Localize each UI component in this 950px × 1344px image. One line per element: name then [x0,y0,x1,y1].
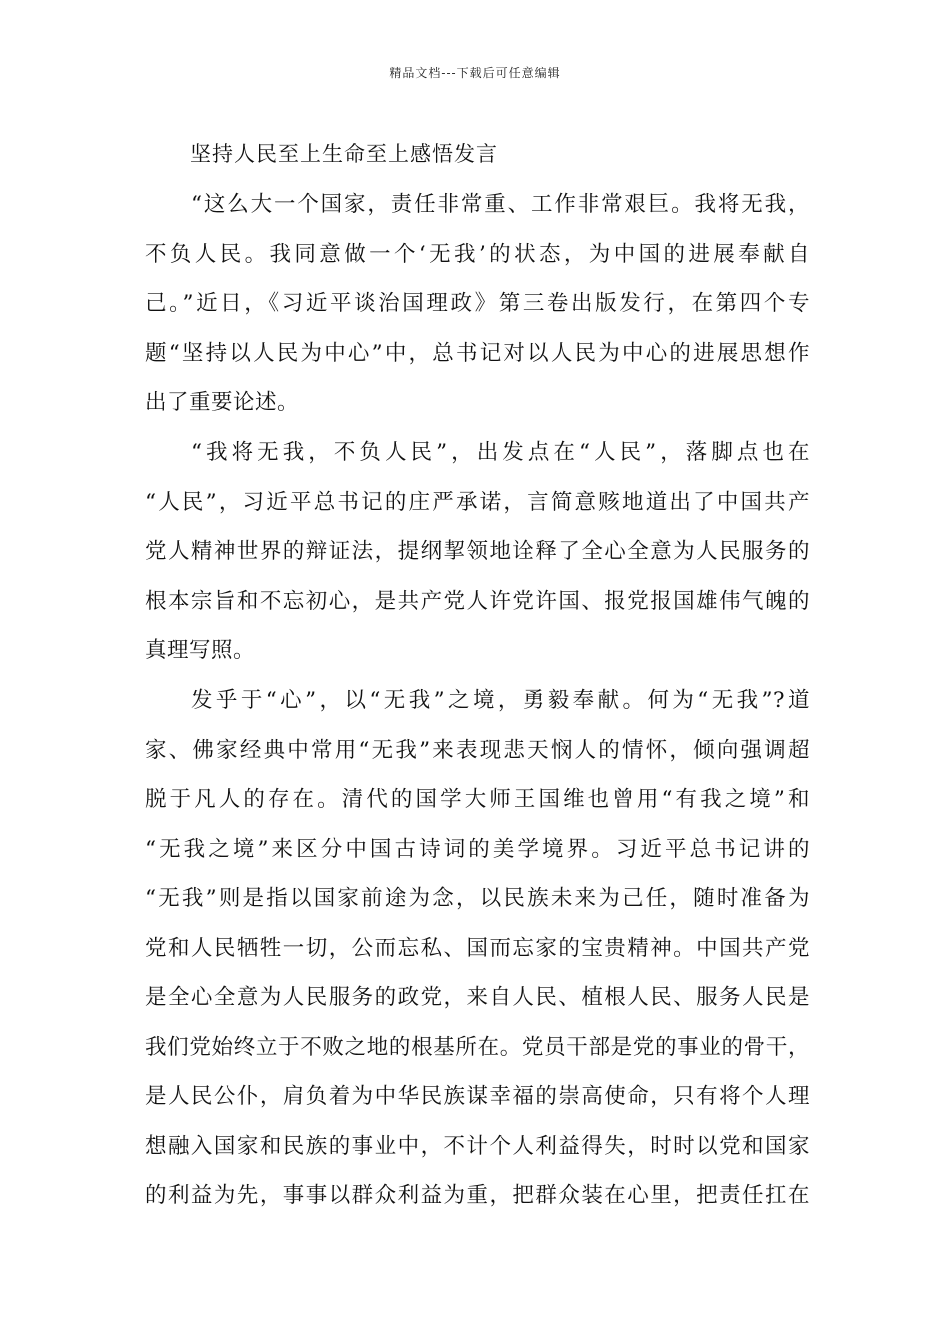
paragraph-line: “这么大一个国家，责任非常重、工作非常艰巨。我将无我， [191,192,810,217]
paragraph-line: “无我”则是指以国家前途为念，以民族未来为己任，随时准备为 [145,886,810,911]
paragraph-line: 不负人民。我同意做一个‘无我’的状态，为中国的进展奉献自 [145,241,810,267]
paragraph-line: 脱于凡人的存在。清代的国学大师王国维也曾用“有我之境”和 [145,787,810,812]
paragraph-line: 党人精神世界的辩证法，提纲挈领地诠释了全心全意为人民服务的 [145,539,810,564]
paragraph-line: 题“坚持以人民为中心”中，总书记对以人民为中心的进展思想作 [145,340,810,366]
paragraph-line: 的利益为先，事事以群众利益为重，把群众装在心里，把责任扛在 [145,1183,810,1208]
paragraph-line: 真理写照。 [145,638,256,663]
paragraph-line: 是人民公仆，肩负着为中华民族谋幸福的崇高使命，只有将个人理 [145,1084,810,1109]
paragraph-2 [145,428,810,676]
document-title: 坚持人民至上生命至上感悟发言 [190,142,498,166]
paragraph-line: “我将无我，不负人民”，出发点在“人民”，落脚点也在 [191,440,810,465]
paragraph-3 [145,676,810,1221]
paragraph-line: 我们党始终立于不败之地的根基所在。党员干部是党的事业的骨干， [145,1034,810,1060]
page-header: 精品文档---下载后可任意编辑 [389,66,561,80]
paragraph-1 [145,180,810,428]
paragraph-line: 己。”近日，《习近平谈治国理政》第三卷出版发行，在第四个专 [145,291,810,316]
paragraph-line: 发乎于“心”，以“无我”之境，勇毅奉献。何为“无我”?道 [191,688,810,713]
paragraph-line: “无我之境”来区分中国古诗词的美学境界。习近平总书记讲的 [145,836,810,862]
paragraph-line: “人民”，习近平总书记的庄严承诺，言简意赅地道出了中国共产 [145,489,810,515]
paragraph-line: 根本宗旨和不忘初心，是共产党人许党许国、报党报国雄伟气魄的 [145,588,810,614]
paragraph-line: 党和人民牺牲一切，公而忘私、国而忘家的宝贵精神。中国共产党 [145,935,810,961]
paragraph-line: 是全心全意为人民服务的政党，来自人民、植根人民、服务人民是 [145,985,810,1010]
paragraph-line: 家、佛家经典中常用“无我”来表现悲天悯人的情怀，倾向强调超 [145,737,810,763]
paragraph-line: 出了重要论述。 [145,390,300,415]
paragraph-line: 想融入国家和民族的事业中，不计个人利益得失，时时以党和国家 [145,1133,810,1159]
